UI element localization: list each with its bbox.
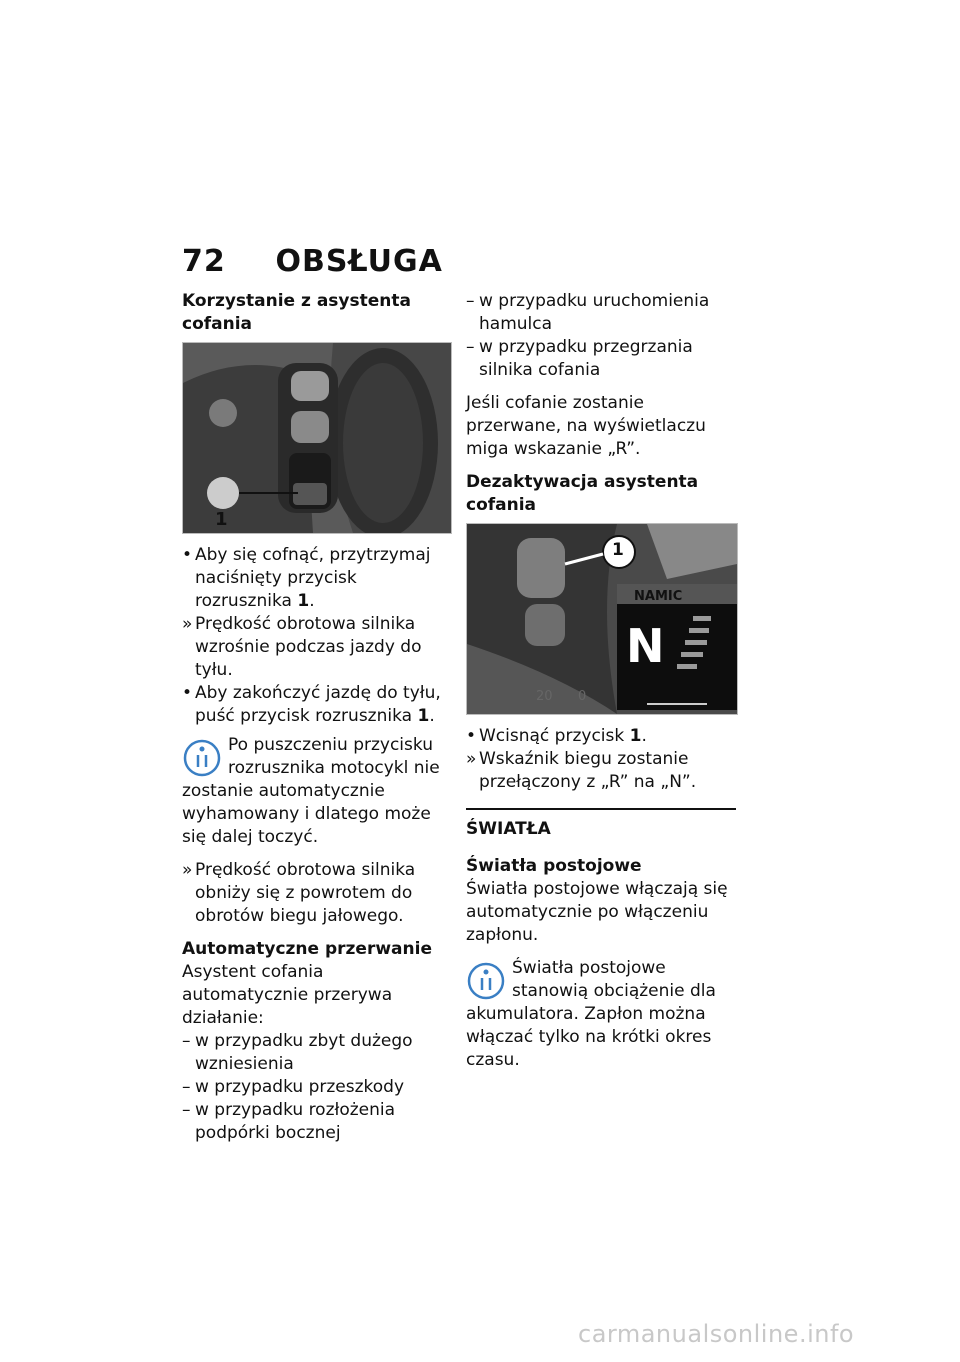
list-item: – w przypadku przegrzania silnika cofania: [466, 337, 693, 380]
scale-20: 20: [536, 689, 553, 704]
figure-handlebar-switch: [182, 342, 452, 534]
gear-indicator: N: [626, 619, 665, 673]
list-auto-stop-cont: [466, 290, 736, 382]
list-item: » Prędkość obrotowa silnika wzrośnie podczas jazdy do tyłu.: [182, 614, 422, 680]
note-text: Po puszczeniu przycisku rozrusznika motocykl nie zostanie automatycznie wyhamowany i dlatego może się dalej toczyć.: [182, 735, 440, 847]
list-item: – w przypadku rozłożenia podpórki bocznej: [182, 1100, 396, 1143]
page-header: [182, 244, 443, 279]
list-item: » Prędkość obrotowa silnika obniży się z powrotem do obrotów biegu jałowego.: [182, 860, 416, 926]
list-reverse-steps: [182, 544, 452, 728]
footer-watermark: carmanualsonline.info: [578, 1320, 855, 1348]
figure1-callout: 1: [215, 509, 228, 530]
list-item: – w przypadku uruchomienia hamulca: [466, 291, 710, 334]
heading-reverse-assist: Korzystanie z asystenta cofania: [182, 291, 411, 334]
list-item: » Wskaźnik biegu zostanie przełączony z „R” na „N”.: [466, 749, 697, 792]
heading-auto-stop: Automatyczne przerwanie: [182, 939, 432, 959]
display-label: NAMIC: [634, 589, 683, 604]
paragraph: Światła postojowe włączają się automatycznie po włączeniu zapłonu.: [466, 879, 728, 945]
info-icon: [182, 738, 222, 778]
scale-0: 0: [578, 689, 587, 704]
section-title: OBSŁUGA: [275, 244, 443, 279]
list-auto-stop: [182, 1030, 452, 1145]
paragraph: Asystent cofania automatycznie przerywa działanie:: [182, 962, 393, 1028]
heading-parking-lights: Światła postojowe: [466, 856, 642, 876]
figure-dashboard: [466, 523, 738, 715]
info-note: [466, 957, 736, 1072]
list-item: – w przypadku przeszkody: [182, 1077, 405, 1097]
list-result: [182, 859, 452, 928]
left-column: [182, 290, 452, 1145]
note-text: Światła postojowe stanowią obciążenie dla akumulatora. Zapłon można włączać tylko na krótki okres czasu.: [466, 958, 716, 1070]
right-column: [466, 290, 736, 1082]
info-icon: [466, 961, 506, 1001]
figure2-callout: 1: [612, 540, 624, 560]
figure-dashboard-wrap: [466, 523, 736, 715]
list-item: • Wcisnąć przycisk 1.: [466, 726, 647, 746]
info-note: [182, 734, 452, 849]
heading-deactivate: Dezaktywacja asystenta cofania: [466, 472, 699, 515]
paragraph: Jeśli cofanie zostanie przerwane, na wyświetlaczu miga wskazanie „R”.: [466, 393, 706, 459]
list-item: • Aby się cofnąć, przytrzymaj naciśnięty przycisk rozrusznika 1.: [182, 545, 431, 611]
list-item: • Aby zakończyć jazdę do tyłu, puść przycisk rozrusznika 1.: [182, 683, 441, 726]
list-deactivate: [466, 725, 736, 794]
list-item: – w przypadku zbyt dużego wzniesienia: [182, 1031, 413, 1074]
section-divider: [466, 808, 736, 810]
section-lights: ŚWIATŁA: [466, 819, 551, 839]
page-number: 72: [182, 244, 226, 279]
